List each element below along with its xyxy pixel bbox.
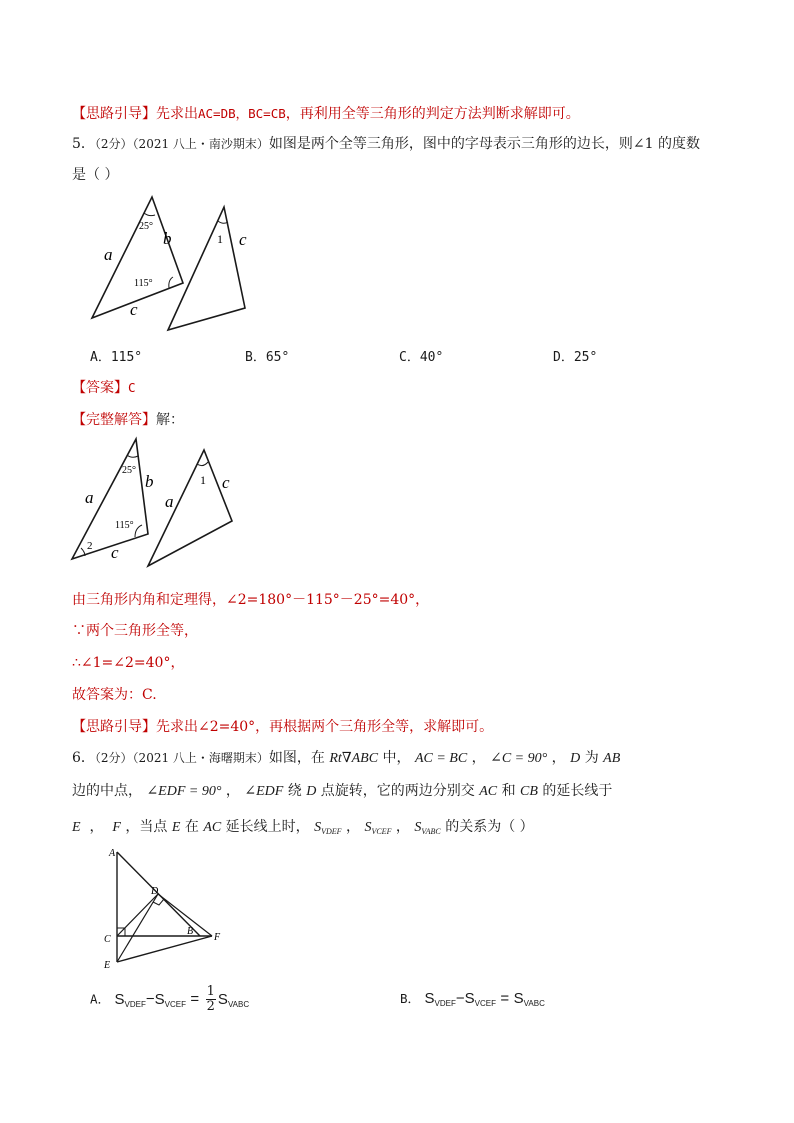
solution-step-1: 由三角形内角和定理得，∠2=180°－115°－25°=40°， bbox=[72, 592, 430, 608]
option-d[interactable] bbox=[553, 346, 597, 365]
comma: ， bbox=[395, 819, 410, 835]
question-6-stem bbox=[72, 748, 620, 769]
option-value: 115° bbox=[110, 350, 143, 365]
math-ac: AC bbox=[479, 784, 498, 799]
hint-tag: 【思路引导】 bbox=[72, 719, 156, 735]
question-6-line-2 bbox=[72, 781, 612, 802]
equals-sign: = bbox=[190, 990, 200, 1008]
angle-arc-top bbox=[144, 213, 155, 216]
math-s-def: $S_{VDEF}$ bbox=[114, 990, 146, 1009]
hint-text-tail: ，再利用全等三角形的判定方法判断求解即可。 bbox=[285, 106, 580, 122]
solution-side-label-c: c bbox=[111, 543, 119, 562]
option-value: 65° bbox=[265, 350, 290, 365]
question-text: 边的中点， bbox=[72, 783, 142, 799]
math-rt-abc: Rt∇ABC bbox=[329, 751, 379, 766]
math-e: E bbox=[171, 820, 181, 835]
comma: ， bbox=[225, 783, 240, 799]
solution-step-2: ∵两个三角形全等， bbox=[72, 623, 198, 639]
question-meta: （2分）（2021 八上・南沙期末） bbox=[94, 137, 269, 151]
comma: ， bbox=[471, 750, 486, 766]
answer-line bbox=[72, 378, 136, 398]
question-text: 延长线上时， bbox=[225, 819, 310, 835]
solution-tag: 【完整解答】 bbox=[72, 412, 156, 428]
math-s-def: $S_{VDEF}$ bbox=[424, 990, 456, 1008]
option-value: 25° bbox=[573, 350, 598, 365]
comma: ， bbox=[89, 819, 104, 835]
point-label-d: D bbox=[151, 886, 159, 897]
segment-cd bbox=[117, 894, 158, 936]
solution-right-triangle bbox=[148, 450, 232, 566]
hint-code: AC=DB，BC=CB bbox=[198, 106, 286, 121]
side-label-c2: c bbox=[239, 230, 247, 249]
option-key: C． bbox=[399, 350, 420, 365]
question-text: 在 bbox=[184, 819, 199, 835]
option-key: B． bbox=[245, 350, 266, 365]
comma: ， bbox=[551, 750, 566, 766]
previous-hint bbox=[72, 104, 580, 124]
angle-label-1: 1 bbox=[217, 232, 223, 246]
minus-sign: − bbox=[455, 990, 465, 1007]
question-5-stem-line2: 是（ ） bbox=[72, 167, 119, 183]
point-label-e: E bbox=[104, 960, 111, 971]
math-f: F bbox=[112, 820, 121, 835]
solution-lead: 解： bbox=[156, 412, 184, 428]
solution-heading bbox=[72, 410, 184, 430]
angle-label-top: 25° bbox=[139, 221, 153, 232]
solution-step-3: ∴∠1=∠2=40°， bbox=[72, 655, 185, 671]
math-ac: AC bbox=[203, 820, 222, 835]
question-text: ，当点 bbox=[125, 819, 168, 835]
option-a[interactable] bbox=[90, 346, 142, 365]
option-b[interactable] bbox=[245, 346, 289, 365]
minus-sign: − bbox=[145, 990, 155, 1008]
question-text: 绕 bbox=[287, 783, 302, 799]
solution-angle-arc-top bbox=[127, 455, 138, 457]
math-angle-edf-2: ∠EDF bbox=[244, 784, 284, 799]
point-label-f: F bbox=[214, 932, 221, 943]
option-key: D． bbox=[553, 350, 574, 365]
solution-angle-label-top: 25° bbox=[122, 465, 136, 476]
question-number: 5． bbox=[72, 136, 95, 152]
question-6-option-b[interactable] bbox=[400, 985, 545, 1018]
solution-angle-label-2: 2 bbox=[87, 540, 93, 552]
math-d: D bbox=[306, 784, 317, 799]
math-s-cef: $S_{VCEF}$ bbox=[364, 820, 392, 836]
option-key: A． bbox=[90, 991, 111, 1007]
solution-angle-label-right: 115° bbox=[115, 520, 134, 531]
solution-side-label-a: a bbox=[85, 488, 94, 507]
point-label-a: A bbox=[109, 848, 116, 859]
solution-side-label-c2: c bbox=[222, 473, 230, 492]
question-text: 为 bbox=[584, 750, 599, 766]
math-cb: CB bbox=[520, 784, 538, 799]
point-label-b: B bbox=[187, 926, 194, 937]
question-text: 中， bbox=[382, 750, 411, 766]
question-meta: （2分）（2021 八上・海曙期末） bbox=[94, 751, 269, 765]
math-s-abc: $S_{VABC}$ bbox=[414, 820, 441, 836]
question-6-line-3 bbox=[72, 817, 534, 842]
side-label-b: b bbox=[163, 229, 172, 248]
answer-value: C bbox=[128, 380, 136, 395]
comma: ， bbox=[346, 819, 360, 835]
question-text: 点旋转，它的两边分别交 bbox=[320, 783, 475, 799]
question-6-figure bbox=[100, 846, 230, 974]
math-e: E bbox=[72, 820, 81, 835]
side-label-a: a bbox=[104, 245, 113, 264]
equals-sign: = bbox=[500, 990, 510, 1007]
segment-df bbox=[158, 894, 212, 936]
solution-angle-label-1: 1 bbox=[200, 473, 206, 487]
question-number: 6． bbox=[72, 750, 95, 766]
question-text: 和 bbox=[501, 783, 516, 799]
side-label-c: c bbox=[130, 300, 138, 319]
option-c[interactable] bbox=[399, 346, 443, 365]
hint-text: 先求出 bbox=[156, 106, 198, 122]
question-5-stem bbox=[72, 134, 700, 154]
fraction-one-half: $\frac{1}{2}$ bbox=[206, 984, 215, 1014]
segment-ef bbox=[117, 936, 212, 962]
option-value: 40° bbox=[419, 350, 444, 365]
option-key: A． bbox=[90, 350, 111, 365]
angle-label-right: 115° bbox=[134, 278, 153, 289]
math-angle-edf: ∠EDF = 90° bbox=[146, 784, 222, 799]
math-s-abc: $S_{VABC}$ bbox=[513, 990, 545, 1008]
question-text: 的延长线于 bbox=[542, 783, 613, 799]
solution-side-label-b: b bbox=[145, 472, 154, 491]
math-s-cef: $S_{VCEF}$ bbox=[464, 990, 496, 1008]
math-angle-c: ∠C = 90° bbox=[490, 751, 548, 766]
math-s-def: $S_{VDEF}$ bbox=[314, 820, 342, 836]
question-text: 的关系为（ ） bbox=[445, 819, 534, 835]
right-triangle bbox=[168, 207, 245, 330]
solution-step-4: 故答案为：C. bbox=[72, 687, 157, 703]
math-ac-eq-bc: AC = BC bbox=[414, 751, 468, 766]
math-d: D bbox=[570, 751, 581, 766]
question-text: 如图，在 bbox=[268, 750, 325, 766]
math-s-abc: $S_{VABC}$ bbox=[217, 990, 250, 1009]
question-5-hint bbox=[72, 717, 493, 737]
math-ab: AB bbox=[603, 751, 621, 766]
solution-side-label-a2: a bbox=[165, 492, 174, 511]
solution-angle-arc-right bbox=[135, 525, 142, 537]
question-6-option-a[interactable] bbox=[90, 985, 249, 1019]
point-label-c: C bbox=[104, 934, 111, 945]
option-key: B． bbox=[400, 991, 421, 1006]
math-s-cef: $S_{VCEF}$ bbox=[154, 990, 186, 1009]
question-text: 如图是两个全等三角形，图中的字母表示三角形的边长，则∠1 的度数 bbox=[268, 136, 701, 152]
answer-tag: 【答案】 bbox=[72, 380, 128, 396]
solution-figure bbox=[64, 436, 244, 571]
hint-text: 先求出∠2=40°，再根据两个三角形全等，求解即可。 bbox=[156, 719, 494, 735]
hint-tag: 【思路引导】 bbox=[72, 106, 156, 122]
question-5-figure bbox=[82, 194, 272, 334]
